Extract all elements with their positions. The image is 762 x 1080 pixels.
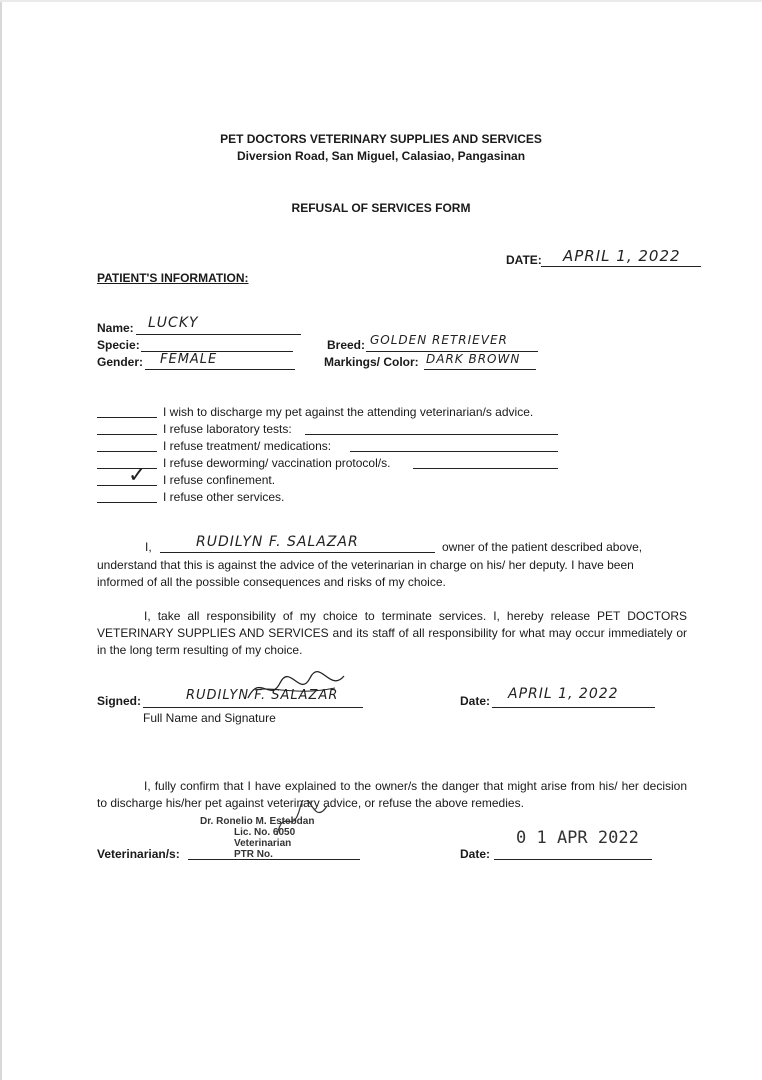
option-blank (97, 468, 157, 469)
specie-label: Specie: (97, 338, 140, 352)
option-text: I refuse treatment/ medications: (163, 439, 332, 453)
veterinarian-label: Veterinarian/s: (97, 847, 180, 861)
option-text: I refuse other services. (163, 490, 285, 504)
veterinarian-signature-scribble (272, 800, 332, 840)
owner-name-line (160, 552, 435, 553)
option-detail-line (305, 434, 558, 435)
vet-date-line (494, 859, 652, 860)
stamp-license: Lic. No. 6050 (234, 827, 296, 838)
option-detail-line (350, 451, 558, 452)
stamp-title: Veterinarian (234, 838, 292, 849)
company-name: PET DOCTORS VETERINARY SUPPLIES AND SERVICES (220, 132, 542, 146)
owner-date-line (492, 707, 655, 708)
signature-caption: Full Name and Signature (143, 711, 276, 725)
markings-value: DARK BROWN (426, 352, 521, 366)
option-blank (97, 434, 157, 435)
statement-line1-rest: owner of the patient described above, (442, 540, 643, 554)
name-value: LUCKY (148, 315, 199, 331)
option-mark: ✓ (128, 463, 148, 488)
statement-i: I, (145, 540, 152, 554)
option-text: I refuse laboratory tests: (163, 422, 292, 436)
name-label: Name: (97, 321, 134, 335)
option-text: I refuse confinement. (163, 473, 276, 487)
date-value: APRIL 1, 2022 (563, 247, 681, 265)
responsibility-paragraph: I, take all responsibility of my choice to terminate services. I, hereby release PET DOCTORS VETERINARY SUPPLIES AND SERVICES and its staff of all responsibility for what may occur immediately or in the long term resulting of my choice. (97, 609, 687, 657)
company-address: Diversion Road, San Miguel, Calasiao, Pangasinan (236, 149, 526, 163)
option-blank (97, 485, 157, 486)
vet-date-stamp: 0 1 APR 2022 (516, 828, 639, 848)
date-line (541, 266, 701, 267)
name-line (136, 334, 301, 335)
confirmation-paragraph: I, fully confirm that I have explained to the owner/s the danger that might arise from his/ her decision to discharge his/her pet against veterinary advice, or refuse the above remedies. (97, 779, 687, 810)
markings-line (424, 369, 536, 370)
owner-name-value: RUDILYN F. SALAZAR (196, 534, 359, 550)
date-label: DATE: (506, 253, 542, 267)
option-blank (97, 451, 157, 452)
signed-label: Signed: (97, 694, 141, 708)
breed-value: GOLDEN RETRIEVER (370, 333, 508, 347)
owner-date-value: APRIL 1, 2022 (508, 686, 619, 702)
breed-label: Breed: (327, 338, 366, 352)
statement-line3: informed of all the possible consequences and risks of my choice. (97, 575, 446, 589)
owner-signature-scribble (240, 668, 350, 708)
statement-line2: understand that this is against the advice of the veterinarian in charge on his/ her deputy. I have been (97, 558, 634, 572)
signed-value: RUDILYN F. SALAZAR (186, 688, 339, 703)
gender-value: FEMALE (160, 352, 218, 367)
scan-edge-top (0, 0, 762, 2)
owner-date-label: Date: (460, 694, 491, 708)
vet-date-label: Date: (460, 847, 491, 861)
option-blank (97, 502, 157, 503)
markings-label: Markings/ Color: (324, 355, 419, 369)
option-text: I wish to discharge my pet against the attending veterinarian/s advice. (163, 405, 534, 419)
stamp-name: Dr. Ronelio M. Estebdan (200, 816, 315, 827)
patient-info-title: PATIENT'S INFORMATION: (97, 271, 249, 285)
stamp-ptr: PTR No. (234, 849, 273, 860)
option-text: I refuse deworming/ vaccination protocol/s. (163, 456, 391, 470)
form-title: REFUSAL OF SERVICES FORM (291, 201, 471, 215)
gender-label: Gender: (97, 355, 144, 369)
option-detail-line (413, 468, 558, 469)
option-blank (97, 417, 157, 418)
gender-line (145, 369, 295, 370)
